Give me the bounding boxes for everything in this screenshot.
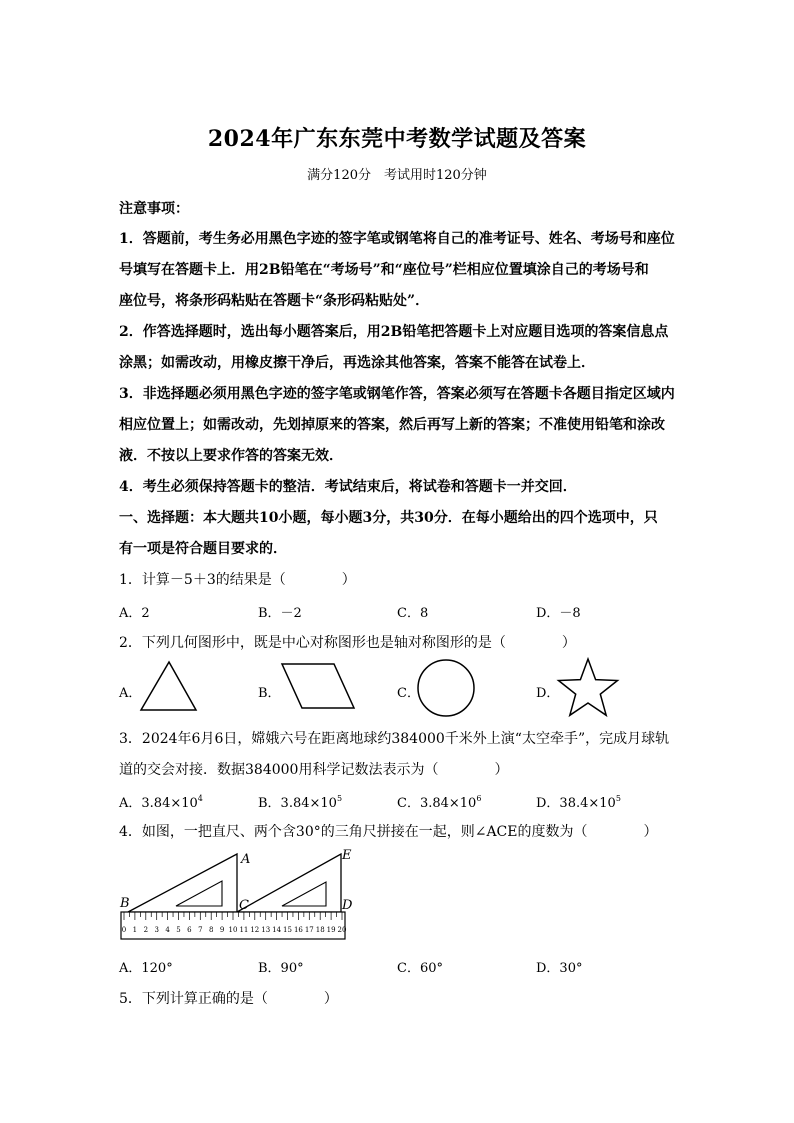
ruler-number: 0 [121,926,127,934]
ruler-number: 7 [198,926,203,934]
question-5-stem: 5．下列计算正确的是（ ） [119,991,338,1007]
q3-option-c: C．$3.84\times 10^6$ [397,794,482,811]
question-3-stem-line-1: 3．2024年6月6日，嫦娥六号在距离地球约384000千米外上演“太空牵手”，完成月球轨 [119,731,670,747]
notice-3-line-1: 3．非选择题必须用黑色字迹的签字笔或钢笔作答，答案必须写在答题卡各题目指定区域内 [119,386,675,402]
q4-option-c: C．60° [397,961,443,976]
star-shape [554,656,622,720]
question-1-stem: 1．计算－5＋3的结果是（ ） [119,572,356,588]
notice-1-line-3: 座位号，将条形码粘贴在答题卡“条形码粘贴处”． [119,293,430,309]
ruler-number: 13 [261,926,271,934]
ruler-number: 15 [283,926,292,934]
ruler-number: 18 [315,926,325,934]
page-title: 2024年广东东莞中考数学试题及答案 [207,126,587,152]
ruler-number: 11 [239,926,249,934]
notice-1-line-2: 号填写在答题卡上．用2B铅笔在“考场号”和“座位号”栏相应位置填涂自己的考场号和 [119,262,649,278]
q4-option-b: B．90° [258,961,304,976]
q2-option-d: D． [536,686,560,701]
triangle-abc [128,854,237,912]
label-a: A [241,852,251,867]
ruler-number: 2 [143,926,149,934]
notice-2-line-2: 涂黑；如需改动，用橡皮擦干净后，再选涂其他答案，答案不能答在试卷上． [119,355,595,371]
notice-1-line-1: 1．答题前，考生务必用黑色字迹的签字笔或钢笔将自己的准考证号、姓名、考场号和座位 [119,231,675,247]
ruler-number: 1 [132,926,138,934]
notice-4-line-1: 4．考生必须保持答题卡的整洁．考试结束后，将试卷和答题卡一并交回． [119,479,577,495]
q2-option-b: B． [258,686,281,701]
notice-3-line-2: 相应位置上；如需改动，先划掉原来的答案，然后再写上新的答案；不准使用铅笔和涂改 [119,417,665,433]
q3-option-b: B．$3.84\times 10^5$ [258,794,343,811]
ruler-number: 12 [250,926,260,934]
triangle-shape [138,660,200,714]
ruler-ticks [124,912,342,920]
q3-option-d: D．$38.4\times 10^5$ [536,794,621,811]
label-b: B [120,896,130,911]
q1-option-b: B．－2 [258,606,302,621]
ruler-number: 8 [208,926,214,934]
circle-shape [414,656,478,720]
triangle-cde-inner [282,882,326,906]
q2-option-a: A． [119,686,142,701]
ruler-number: 5 [176,926,181,934]
page-subtitle: 满分120分 考试用时120分钟 [307,168,487,183]
q2-option-c: C． [397,686,420,701]
triangle-cde [237,854,341,912]
label-d: D [342,898,353,913]
ruler-number: 6 [187,926,192,934]
triangle-abc-inner [176,881,222,906]
ruler-number: 4 [165,926,170,934]
label-e: E [342,848,352,863]
notice-3-line-3: 液．不按以上要求作答的答案无效． [119,448,343,464]
ruler-number: 9 [219,926,225,934]
question-3-stem-line-2: 道的交会对接．数据384000用科学记数法表示为（ ） [119,762,509,778]
section1-line-2: 有一项是符合题目要求的． [119,541,287,557]
q1-option-a: A．2 [119,606,150,621]
ruler-number: 19 [326,926,336,934]
q4-option-d: D．30° [536,961,583,976]
notice-heading: 注意事项： [119,201,189,217]
ruler-numbers [122,926,347,934]
ruler-number: 17 [304,926,314,934]
ruler-number: 3 [154,926,159,934]
question-2-stem: 2．下列几何图形中，既是中心对称图形也是轴对称图形的是（ ） [119,635,576,651]
question-4-stem: 4．如图，一把直尺、两个含30°的三角尺拼接在一起，则∠ACE的度数为（ ） [119,824,658,840]
ruler-triangles-figure [116,845,356,945]
q1-option-c: C．8 [397,606,429,621]
ruler-number: 10 [228,926,238,934]
parallelogram-shape [278,660,358,714]
q3-option-a: A．$3.84\times 10^4$ [119,794,203,811]
notice-2-line-1: 2．作答选择题时，选出每小题答案后，用2B铅笔把答题卡上对应题目选项的答案信息点 [119,324,669,340]
section1-line-1: 一、选择题：本大题共10小题，每小题3分，共30分．在每小题给出的四个选项中，只 [119,510,658,526]
ruler-number: 20 [337,926,347,934]
q4-option-a: A．120° [119,961,173,976]
label-c: C [239,898,249,913]
q1-option-d: D．－8 [536,606,581,621]
ruler-number: 14 [272,926,282,934]
ruler-number: 16 [293,926,303,934]
